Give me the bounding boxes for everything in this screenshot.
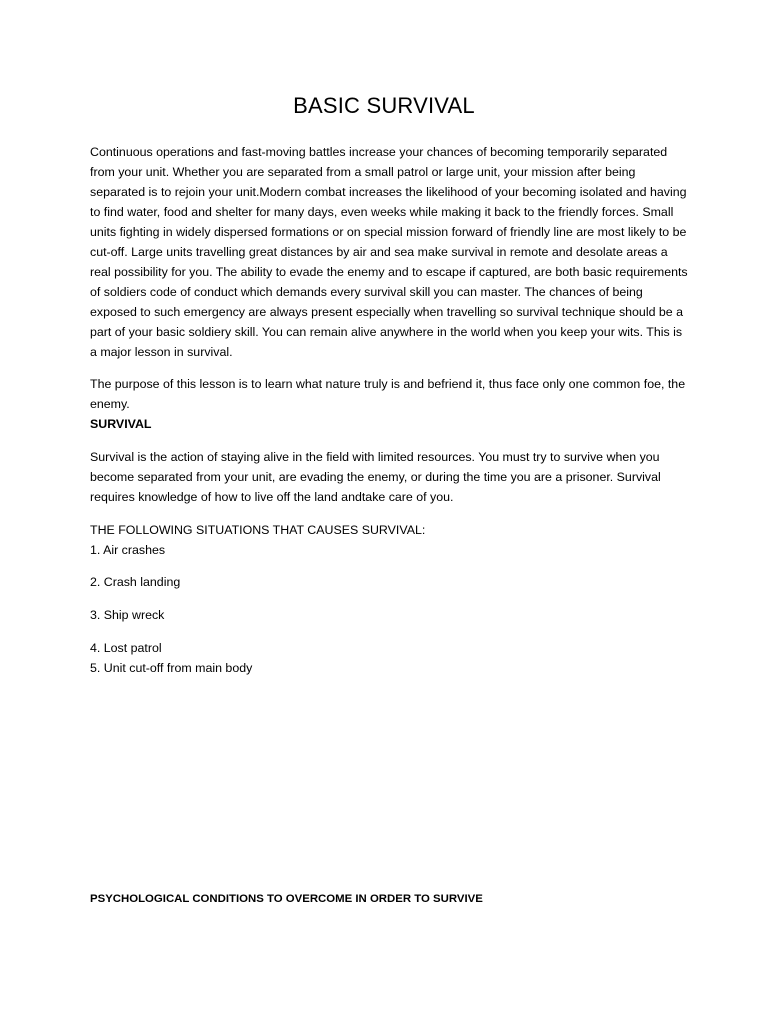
list-item: 1. Air crashes	[90, 543, 166, 557]
intro-paragraph: Continuous operations and fast-moving battles increase your chances of becoming temporarily separated from your unit. Whether you are separated from a small patrol or large unit, your mission after being separated is to rejoin your unit.Modern combat increases the likelihood of your becoming isolated and having to find water, food and shelter for many days, even weeks while making it back to the friendly forces. Small units fighting in widely dispersed formations or on special mission forward of friendly line are most likely to be cut-off. Large units travelling great distances by air and sea make survival in remote and desolate areas a real possibility for you. The ability to evade the enemy and to escape if captured, are both basic requirements of soldiers code of conduct which demands every survival skill you can master. The chances of being exposed to such emergency are always present especially when travelling so survival technique should be a part of your basic soldiery skill. You can remain alive anywhere in the world when you keep your wits. This is a major lesson in survival.	[90, 145, 688, 359]
list-item: 2. Crash landing	[90, 575, 181, 589]
situations-heading: THE FOLLOWING SITUATIONS THAT CAUSES SURVIVAL:	[90, 523, 426, 537]
list-item: 3. Ship wreck	[90, 608, 165, 622]
list-item: 4. Lost patrol	[90, 641, 162, 655]
purpose-paragraph: The purpose of this lesson is to learn what nature truly is and befriend it, thus face only one common foe, the enemy.	[90, 377, 686, 411]
survival-heading: SURVIVAL	[90, 417, 152, 431]
psychological-heading: PSYCHOLOGICAL CONDITIONS TO OVERCOME IN ORDER TO SURVIVE	[90, 893, 483, 905]
survival-paragraph: Survival is the action of staying alive in the field with limited resources. You must try to survive when you become separated from your unit, are evading the enemy, or during the time you are a prisoner. Survival requires knowledge of how to live off the land andtake care of you.	[90, 450, 661, 504]
list-item: 5. Unit cut-off from main body	[90, 661, 253, 675]
document-title: BASIC SURVIVAL	[293, 93, 475, 118]
